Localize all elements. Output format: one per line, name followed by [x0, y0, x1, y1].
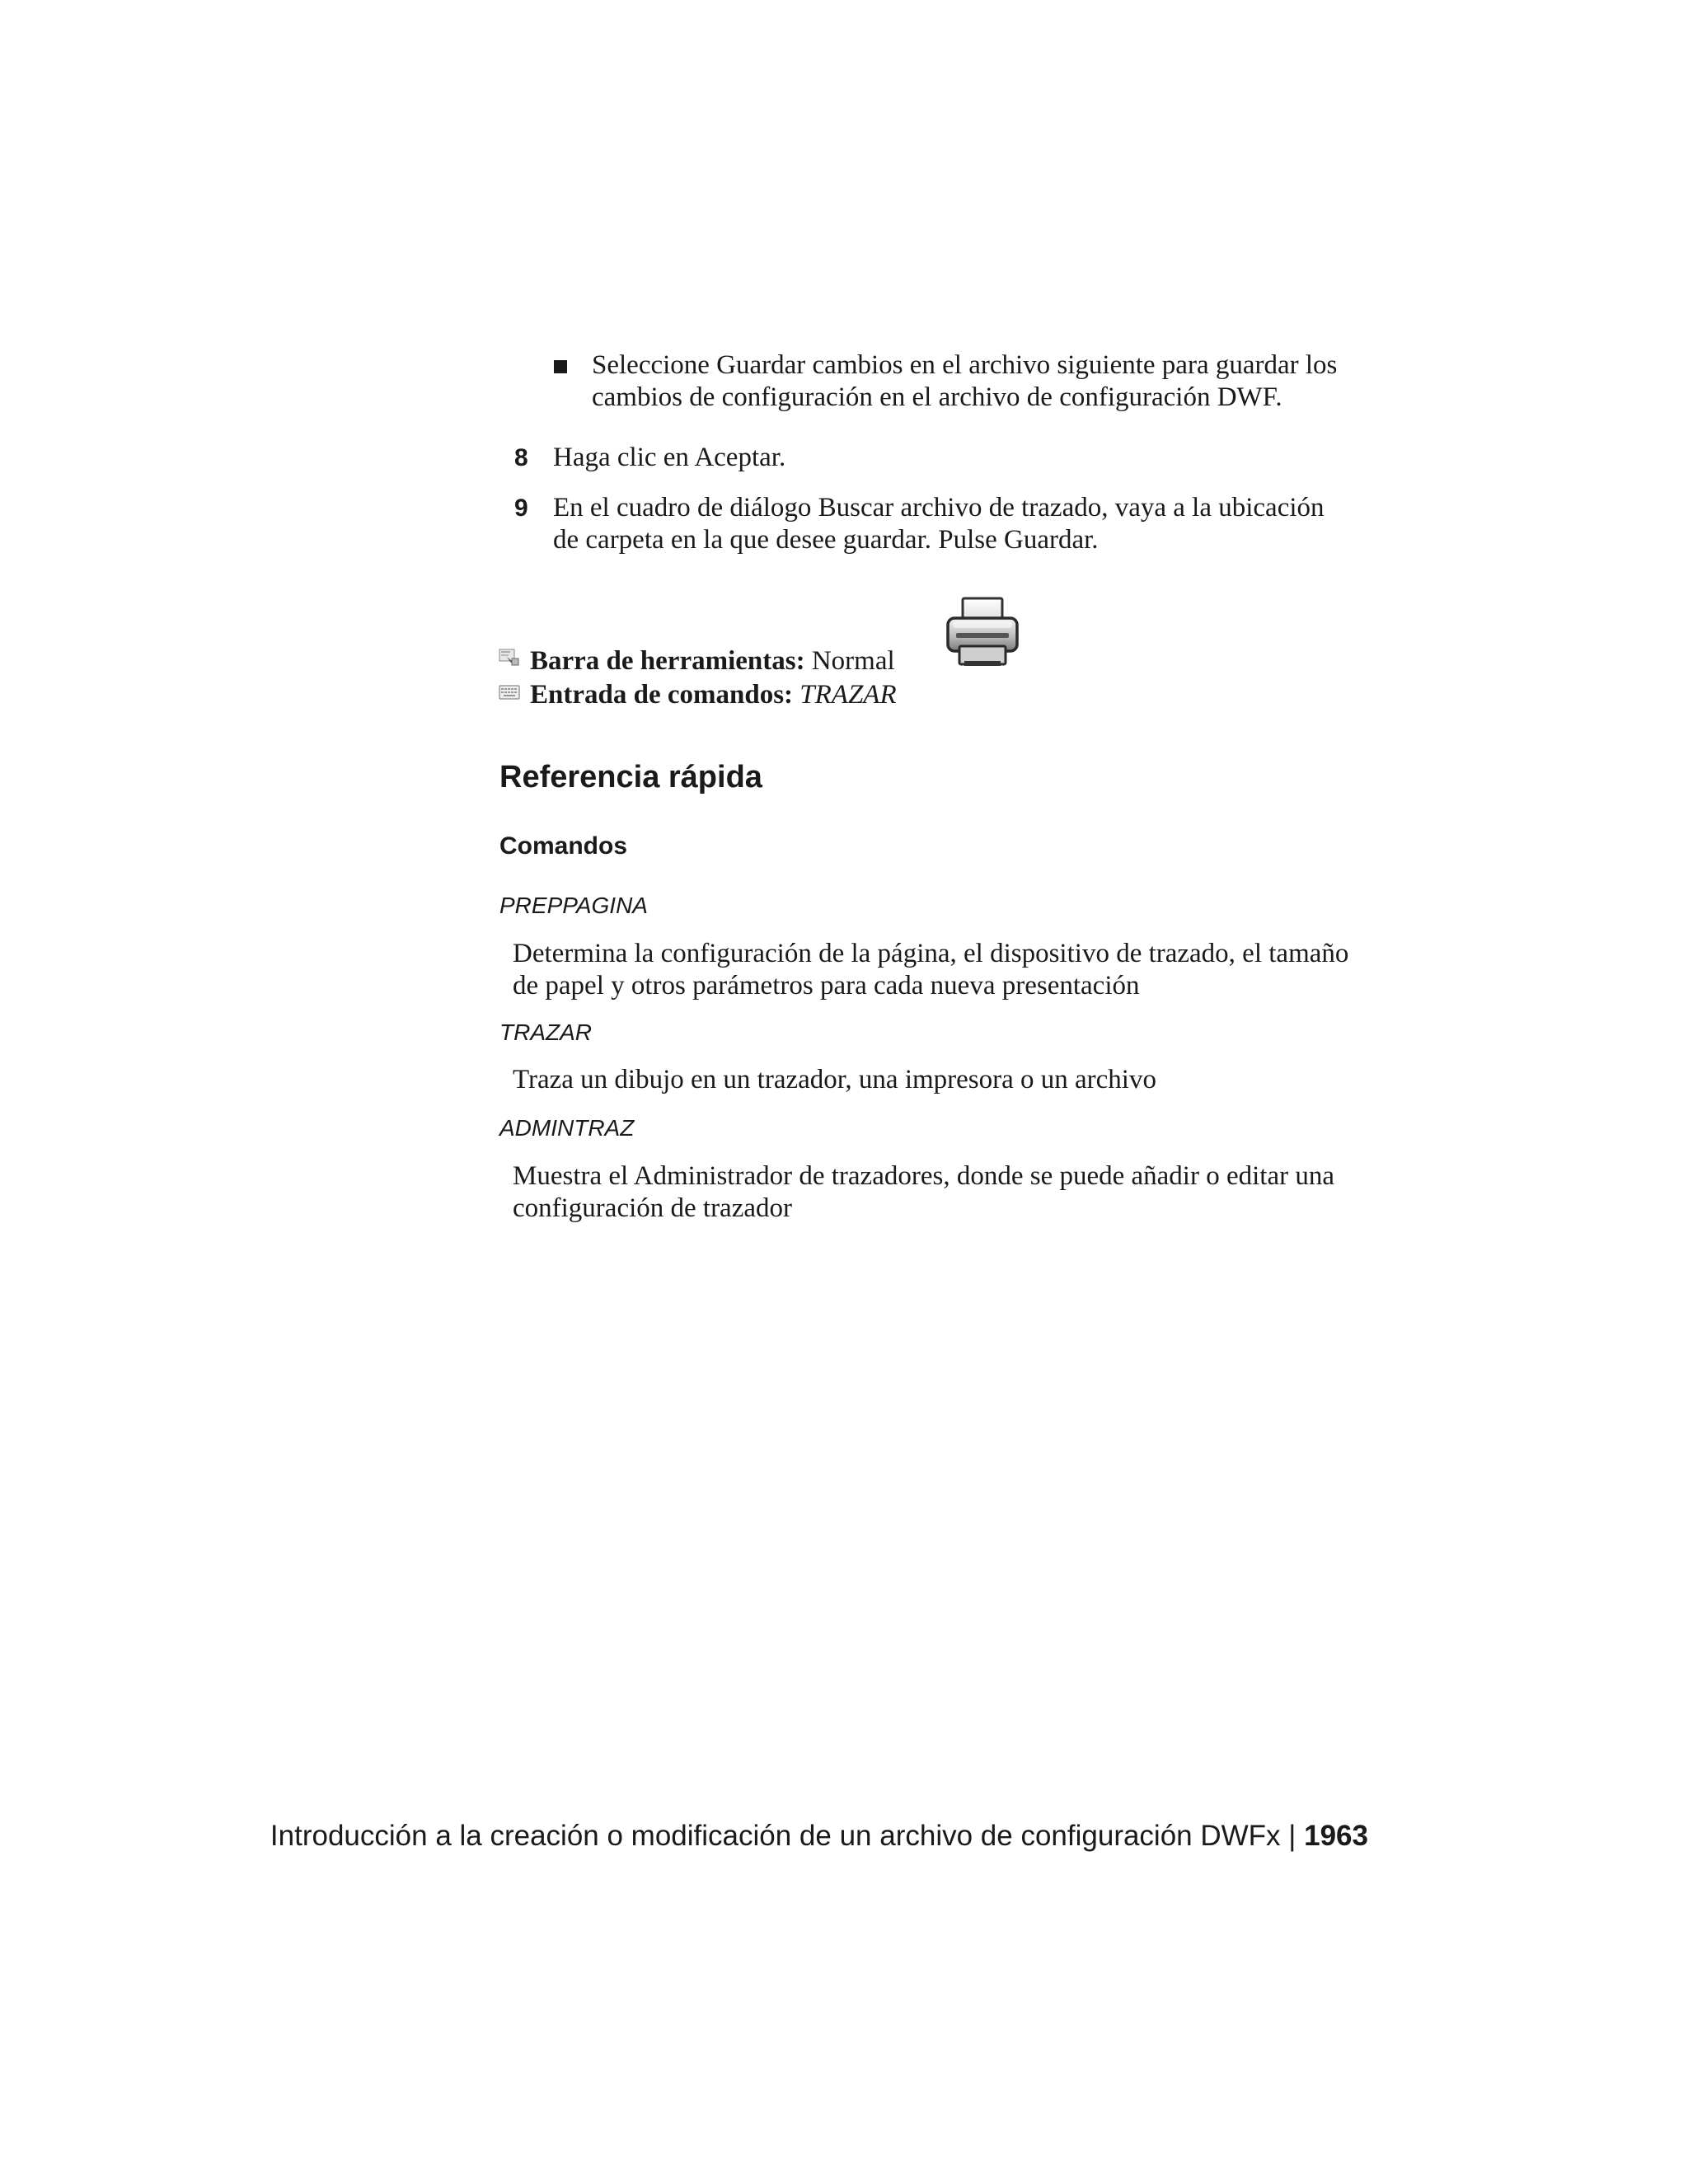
step-9-line-1: En el cuadro de diálogo Buscar archivo de trazado, vaya a la ubicación	[553, 493, 1325, 523]
bullet-line-2: cambios de configuración en el archivo de configuración DWF.	[592, 382, 1282, 412]
footer-separator: |	[1288, 1820, 1296, 1852]
command-access	[530, 679, 897, 711]
page-number: 1963	[1304, 1820, 1368, 1852]
toolbar-label: Barra de herramientas:	[530, 646, 805, 676]
toolbar-icon	[499, 649, 520, 667]
command-desc-trazar	[513, 1064, 1403, 1096]
command-name-preppagina: PREPPAGINA	[499, 893, 648, 918]
page-footer	[270, 1818, 1368, 1854]
bullet-line-1: Seleccione Guardar cambios en el archivo siguiente para guardar los	[592, 350, 1338, 380]
footer-title: Introducción a la creación o modificación de un archivo de configuración DWFx	[270, 1820, 1281, 1852]
step-8-line-1: Haga clic en Aceptar.	[553, 443, 786, 472]
step-8-number: 8	[514, 444, 528, 471]
quick-reference-title: Referencia rápida	[499, 760, 762, 794]
command-name-admintraz: ADMINTRAZ	[499, 1115, 635, 1141]
command-value: TRAZAR	[799, 680, 897, 710]
step-9-number: 9	[514, 494, 528, 522]
commands-subtitle: Comandos	[499, 832, 628, 860]
step-9-text	[553, 492, 1377, 556]
command-desc-line-2: configuración de trazador	[513, 1193, 792, 1223]
command-desc-line-1: Traza un dibujo en un trazador, una impresora o un archivo	[513, 1065, 1156, 1094]
step-9-line-2: de carpeta en la que desee guardar. Pulse Guardar.	[553, 525, 1099, 555]
keyboard-icon	[499, 683, 520, 701]
step-8-text	[553, 442, 1377, 474]
command-desc-line-1: Determina la configuración de la página, el dispositivo de trazado, el tamaño	[513, 939, 1349, 968]
toolbar-access	[530, 645, 895, 677]
command-label: Entrada de comandos:	[530, 680, 794, 710]
bullet-square	[554, 360, 567, 373]
toolbar-value: Normal	[811, 646, 895, 676]
command-desc-line-1: Muestra el Administrador de trazadores, donde se puede añadir o editar una	[513, 1161, 1334, 1191]
command-name-trazar: TRAZAR	[499, 1019, 592, 1045]
command-desc-line-2: de papel y otros parámetros para cada nueva presentación	[513, 971, 1140, 1001]
printer-icon[interactable]	[945, 595, 1020, 671]
bullet-item	[592, 349, 1416, 414]
command-desc-preppagina	[513, 938, 1403, 1002]
command-desc-admintraz	[513, 1160, 1403, 1225]
